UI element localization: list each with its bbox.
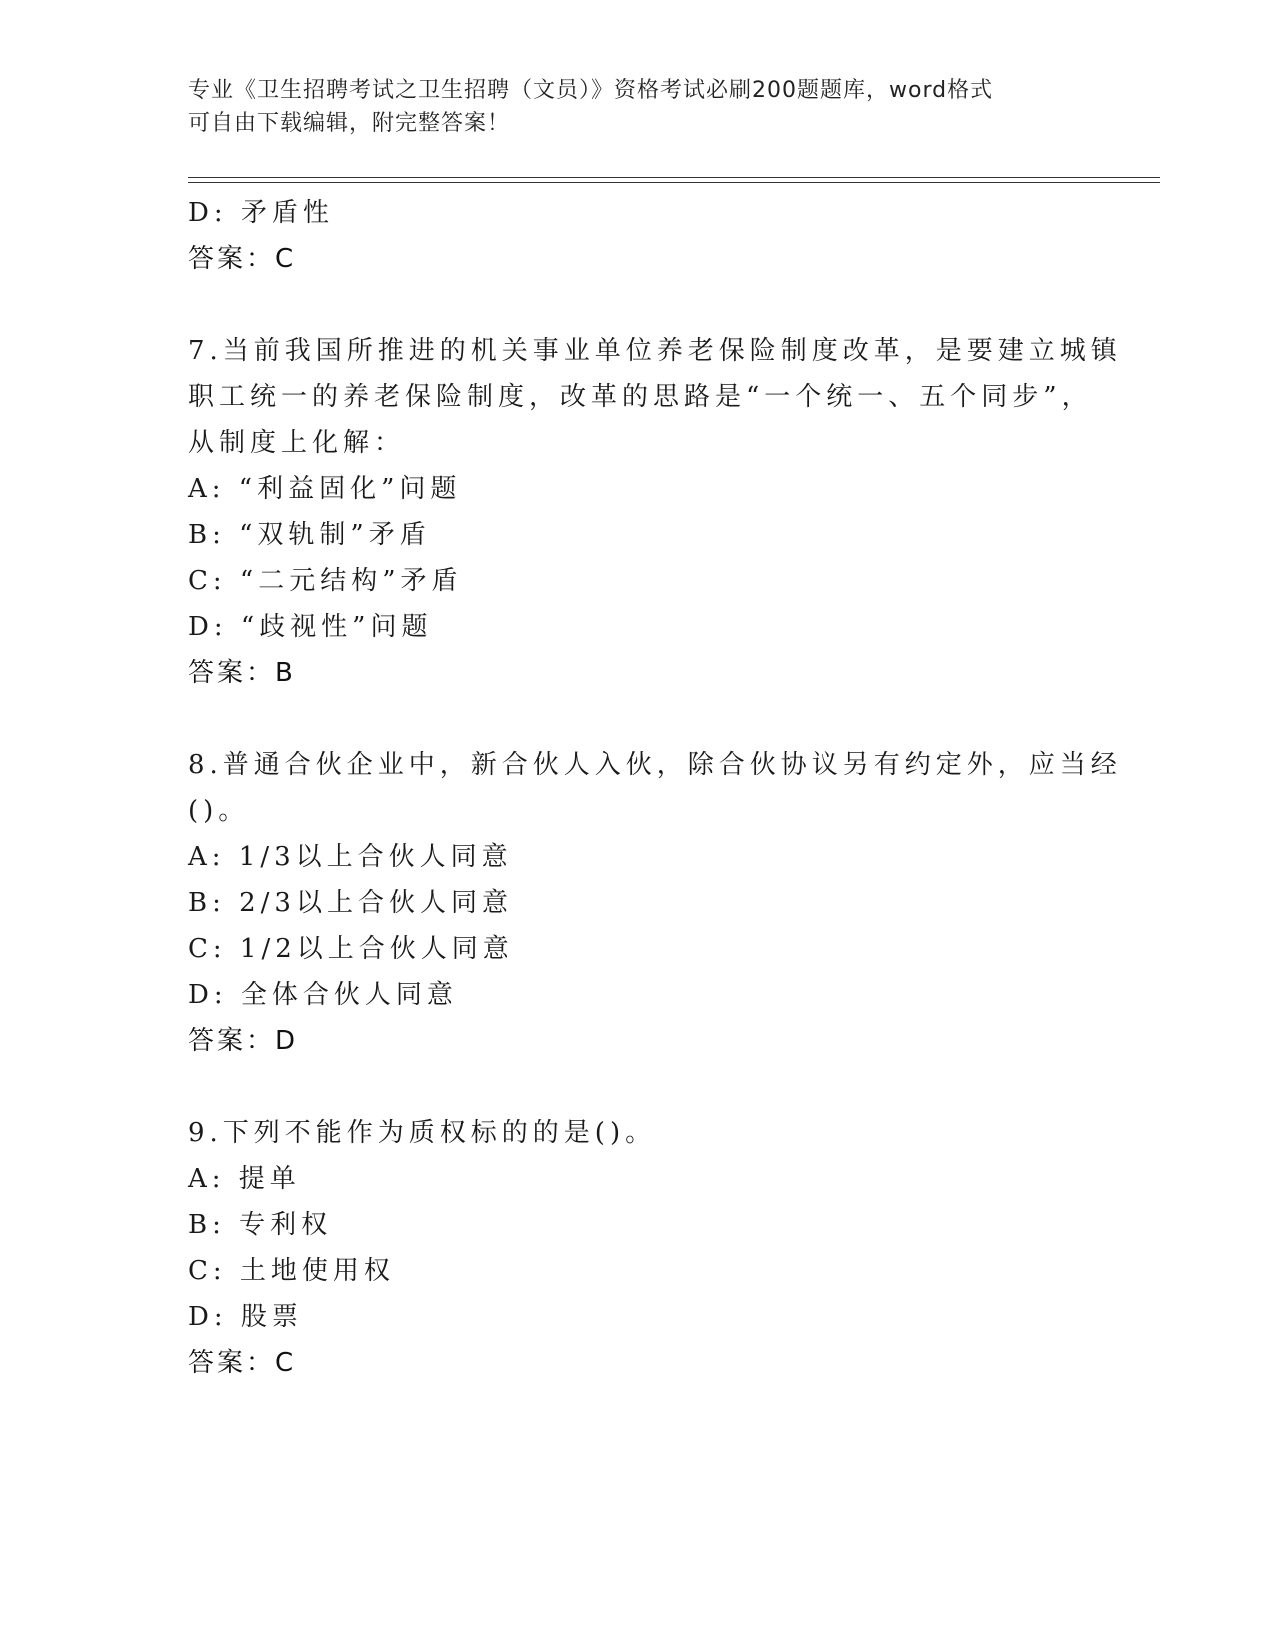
question-stem-line: 职工统一的养老保险制度，改革的思路是“一个统一、五个同步”，	[188, 382, 1093, 412]
question-stem-line: ()。	[188, 796, 250, 826]
option-b: B: 专利权	[188, 1210, 333, 1240]
question-stem-line: 9.下列不能作为质权标的的是()。	[188, 1118, 657, 1148]
option-a: A: 1/3以上合伙人同意	[188, 842, 513, 872]
header-title-line-1: 专业《卫生招聘考试之卫生招聘（文员）》资格考试必刷200题题库，word格式	[188, 78, 994, 103]
option-c: C: 1/2以上合伙人同意	[188, 934, 514, 964]
option-c: C: 土地使用权	[188, 1256, 395, 1286]
option-c: C: “二元结构”矛盾	[188, 566, 463, 596]
question-stem-line: 从制度上化解：	[188, 428, 406, 458]
question-7	[188, 328, 1122, 696]
option-a: A: 提单	[188, 1164, 301, 1194]
question-9	[188, 1110, 1068, 1386]
spacer	[188, 282, 1068, 328]
option-d: D: 矛盾性	[188, 198, 334, 228]
document-body	[188, 190, 1122, 1386]
question-stem-line: 8.普通合伙企业中，新合伙人入伙，除合伙协议另有约定外，应当经	[188, 750, 1122, 780]
answer-line: 答案：C	[188, 1348, 297, 1378]
option-a: A: “利益固化”问题	[188, 474, 462, 504]
question-stem-line: 7.当前我国所推进的机关事业单位养老保险制度改革，是要建立城镇	[188, 336, 1122, 366]
previous-question-fragment	[188, 190, 1068, 282]
answer-line: 答案：D	[188, 1026, 299, 1056]
option-d: D: 全体合伙人同意	[188, 980, 458, 1010]
question-8	[188, 742, 1122, 1064]
option-d: D: 股票	[188, 1302, 303, 1332]
answer-line: 答案：C	[188, 244, 297, 274]
answer-line: 答案：B	[188, 658, 296, 688]
spacer	[188, 696, 1068, 742]
option-d: D: “歧视性”问题	[188, 612, 433, 642]
header-title-line-2: 可自由下载编辑，附完整答案！	[188, 111, 511, 136]
option-b: B: “双轨制”矛盾	[188, 520, 431, 550]
header-divider-top	[188, 177, 1160, 178]
option-b: B: 2/3以上合伙人同意	[188, 888, 513, 918]
header-divider-bottom	[188, 182, 1160, 183]
document-header	[188, 74, 1068, 140]
spacer	[188, 1064, 1068, 1110]
